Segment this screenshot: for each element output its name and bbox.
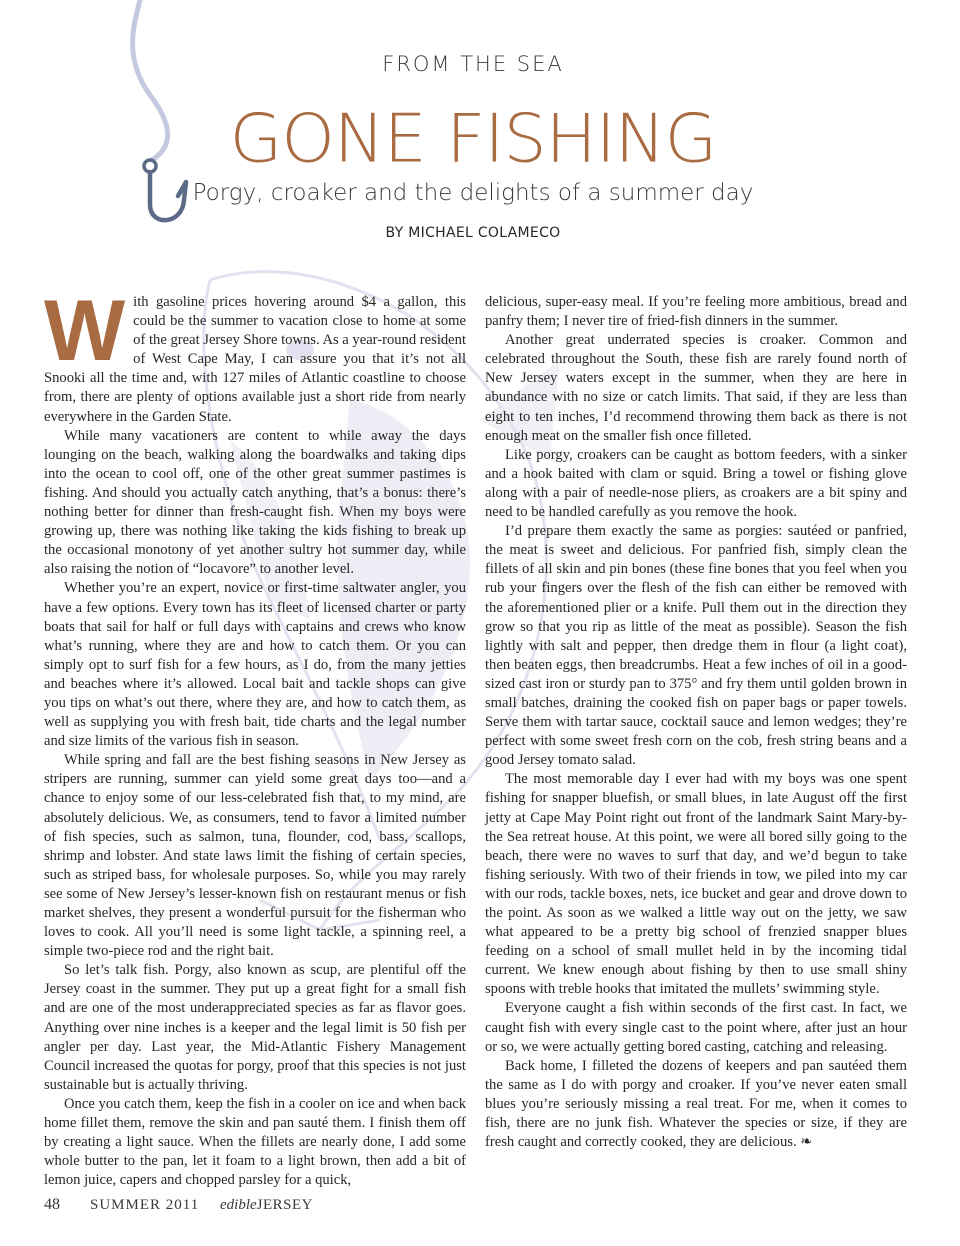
drop-cap: W — [44, 283, 126, 379]
article-column-right — [485, 293, 907, 1152]
section-kicker: FROM THE SEA — [382, 52, 564, 76]
article-subtitle: Porgy, croaker and the delights of a summer day — [192, 180, 754, 206]
article-column-left — [44, 283, 467, 1190]
paragraph: Back home, I filleted the dozens of keepers and pan sautéed them the same as I do with porgy and croaker. If you’ve never eaten small blues you’re seriously missing a real treat. For me, when it comes to fish, there are no junk fish. Whatever the species or size, if they are fresh caught and correctly cooked, they are delicious. ❧ — [485, 1057, 907, 1151]
page-footer — [44, 1196, 313, 1222]
paragraph: The most memorable day I ever had with my boys was one spent fishing for snapper bluefish, or small blues, in late August off the first jetty at Cape May Point right out front of the landmark Saint Mary-by-the Sea retreat house. At this point, we were all bored silly going to the beach, there were no waves to surf that day, and we’d begun to take fishing seriously. With two of their friends in tow, we piled into my car with our rods, tackle boxes, nets, ice bucket and gear and drove down to the point. As soon as we walked a little way out on the jetty, we saw what appeared to be a pretty big school of frenzied snapper blues feeding on a school of small mullet held in by the incoming tidal current. We knew enough about fishing by then to use small shiny spoons with treble hooks that imitated the mullets’ swimming style. — [485, 771, 907, 998]
paragraph: With gasoline prices hovering around $4 a gallon, this could be the summer to vacation close to home at some of the great Jersey Shore towns. As a year-round resident of West Cape May, I can assure you that it’s not all Snooki all the time and, with 127 miles of Atlantic coastline to choose from, there are plenty of options available just a short ride from nearly everywhere in the Garden State. — [44, 283, 467, 425]
byline: BY MICHAEL COLAMECO — [385, 225, 561, 241]
article-title: GONE FISHING — [229, 100, 717, 179]
paragraph: Everyone caught a fish within seconds of the first cast. In fact, we caught fish with every single cast to the point where, after just an hour or so, we were actually getting bored casting, catching and releasing. — [485, 1000, 907, 1055]
paragraph: Once you catch them, keep the fish in a cooler on ice and when back home fillet them, remove the skin and pan sauté them. I finish them off by creating a light sauce. When the fillets are nearly done, I add some whole butter to the pan, let it foam to a light brown, then add a bit of lemon juice, capers and chopped parsley for a quick, — [44, 1095, 466, 1189]
paragraph: So let’s talk fish. Porgy, also known as scup, are plentiful off the Jersey coast in the summer. They put up a great fight for a small fish and are one of the most underappreciated species as far as flavor goes. Anything over nine inches is a keeper and the legal limit is 50 fish per angler per day. Last year, the Mid-Atlantic Fishery Management Council increased the quotas for porgy, proof that this species is not just sustainable but is actually thriving. — [44, 962, 466, 1093]
paragraph: While many vacationers are content to while away the days lounging on the beach, walking along the boardwalks and taking dips into the ocean to cool off, one of the other great summer pastimes is fishing. And should you actually catch anything, that’s a bonus: there’s nothing better for dinner than fresh-caught fish. When my boys were growing up, there was nothing like taking the kids fishing to break up the occasional monotony of yet another sultry hot summer day, while also raising the notion of “locavore” to another level. — [44, 427, 466, 578]
issue-label: SUMMER 2011 — [90, 1197, 200, 1213]
paragraph: delicious, super-easy meal. If you’re feeling more ambitious, bread and panfry them; I never tire of fried-fish dinners in the summer. — [485, 294, 907, 330]
paragraph: I’d prepare them exactly the same as porgies: sautéed or panfried, the meat is sweet and delicious. For panfried fish, simply clean the fillets of all skin and pin bones (these fine bones that you feel when you rub your fingers over the flesh of the fish can either be removed with the aforementioned plier or a knife. Pull them out in the direction they grow so that you rip as little of the meat as possible). Season the fish lightly with salt and pepper, then dredge them in flour (a light coat), then beaten eggs, then breadcrumbs. Heat a few inches of oil in a good-sized cast iron or sturdy pan to 375° and fry them until golden brown in small batches, draining the cooked fish on paper bags or paper towels. Serve them with tartar sauce, cocktail sauce and lemon wedges; they’re perfect with some sweet fresh corn on the cob, fresh string beans and a good Jersey tomato salad. — [485, 523, 907, 769]
paragraph: Like porgy, croakers can be caught as bottom feeders, with a sinker and a hook baited with clam or squid. Bring a towel or fishing glove along with a pair of needle-nose pliers, as croakers are a bit spiny and need to be handled carefully as you remove the hook. — [485, 446, 907, 521]
paragraph: Another great underrated species is croaker. Common and celebrated throughout the South, these fish are rarely found north of New Jersey waters except in the summer, when they are here in abundance with no size or catch limits. That said, if they are less than eight to ten inches, I’d recommend throwing them back as there is not enough meat on the smaller fish once filleted. — [485, 332, 907, 444]
paragraph: Whether you’re an expert, novice or first-time saltwater angler, you have a few options. Every town has its fleet of licensed charter or party boats that sail for half or full days with captains and crews who know what’s running, where they are and how to catch them. Or you can simply opt to surf fish for a few hours, as I do, from the many jetties and beaches where it’s allowed. Local bait and tackle shops can give you tips on what’s out there, where they are, and how to catch them, as well as supplying you with fresh bait, tide charts and the legal number and size limits of the various fish in season. — [44, 580, 466, 750]
paragraph: While spring and fall are the best fishing seasons in New Jersey as stripers are running, summer can yield some great days too—and a chance to enjoy some of our less-celebrated fish that, to my mind, are absolutely delicious. We, as consumers, tend to favor a limited number of fish species, such as salmon, tuna, flounder, cod, bass, scallops, shrimp and lobster. And state laws limit the fishing of certain species, such as striped bass, for wholesale purposes. So, while you may rarely see some of New Jersey’s lesser-known fish on restaurant menus or fish market shelves, they present a wonderful pursuit for the fisherman who loves to cook. All you’ll need is some light tackle, a spinning reel, a simple two-piece rod and the right bait. — [44, 752, 466, 960]
fleuron-icon: ❧ — [800, 1134, 813, 1151]
page-number: 48 — [44, 1196, 60, 1213]
magazine-brand: edibleJERSEY — [220, 1197, 313, 1213]
